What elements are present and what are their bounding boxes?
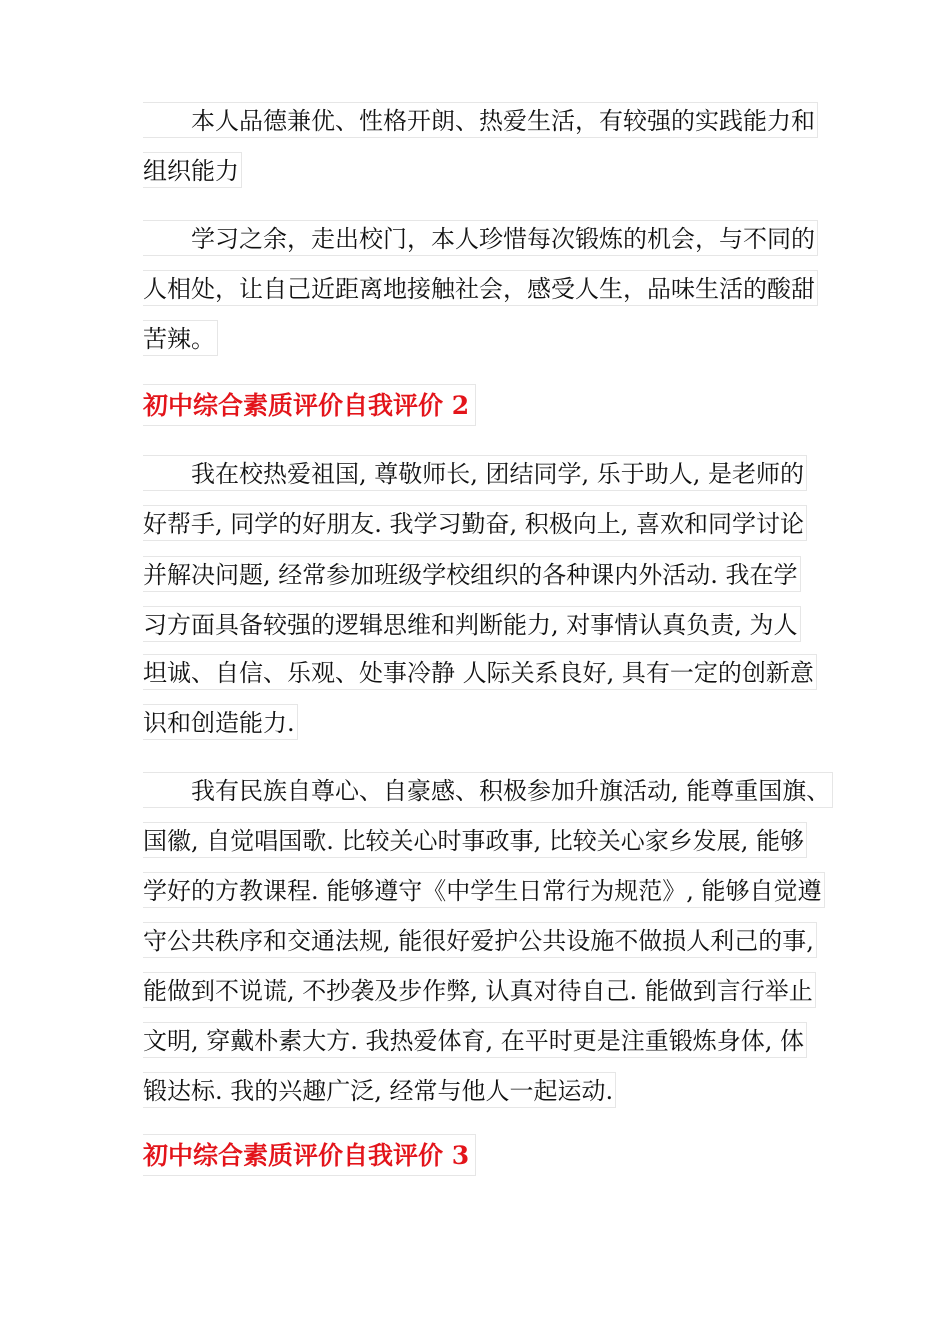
paragraph-2-line-2: 人相处，让自己近距离地接触社会，感受人生，品味生活的酸甜 (143, 270, 818, 306)
paragraph-2-line-1: 学习之余，走出校门，本人珍惜每次锻炼的机会，与不同的 (143, 220, 818, 256)
paragraph-4-line-4: 守公共秩序和交通法规, 能很好爱护公共设施不做损人利己的事, (143, 922, 817, 958)
paragraph-4-line-7: 锻达标. 我的兴趣广泛, 经常与他人一起运动. (143, 1072, 616, 1108)
paragraph-1-line-1: 本人品德兼优、性格开朗、热爱生活，有较强的实践能力和 (143, 102, 818, 138)
section-heading-3: 初中综合素质评价自我评价 3 (143, 1134, 476, 1176)
paragraph-3-line-4: 习方面具备较强的逻辑思维和判断能力, 对事情认真负责, 为人 (143, 606, 801, 642)
section-heading-2: 初中综合素质评价自我评价 2 (143, 384, 476, 426)
paragraph-3-line-6: 识和创造能力. (143, 704, 298, 740)
paragraph-4-line-1: 我有民族自尊心、自豪感、积极参加升旗活动, 能尊重国旗、 (143, 772, 833, 808)
paragraph-3-line-5: 坦诚、自信、乐观、处事冷静 人际关系良好, 具有一定的创新意 (143, 654, 817, 690)
paragraph-4-line-3: 学好的方教课程. 能够遵守《中学生日常行为规范》, 能够自觉遵 (143, 872, 825, 908)
paragraph-4-line-5: 能做到不说谎, 不抄袭及步作弊, 认真对待自己. 能做到言行举止 (143, 972, 816, 1008)
paragraph-4-line-6: 文明, 穿戴朴素大方. 我热爱体育, 在平时更是注重锻炼身体, 体 (143, 1022, 807, 1058)
paragraph-1-line-2: 组织能力 (143, 152, 242, 188)
paragraph-2-line-3: 苦辣。 (143, 320, 218, 356)
paragraph-3-line-3: 并解决问题, 经常参加班级学校组织的各种课内外活动. 我在学 (143, 556, 801, 592)
paragraph-4-line-2: 国徽, 自觉唱国歌. 比较关心时事政事, 比较关心家乡发展, 能够 (143, 822, 807, 858)
paragraph-3-line-1: 我在校热爱祖国, 尊敬师长, 团结同学, 乐于助人, 是老师的 (143, 455, 807, 491)
paragraph-3-line-2: 好帮手, 同学的好朋友. 我学习勤奋, 积极向上, 喜欢和同学讨论 (143, 505, 807, 541)
